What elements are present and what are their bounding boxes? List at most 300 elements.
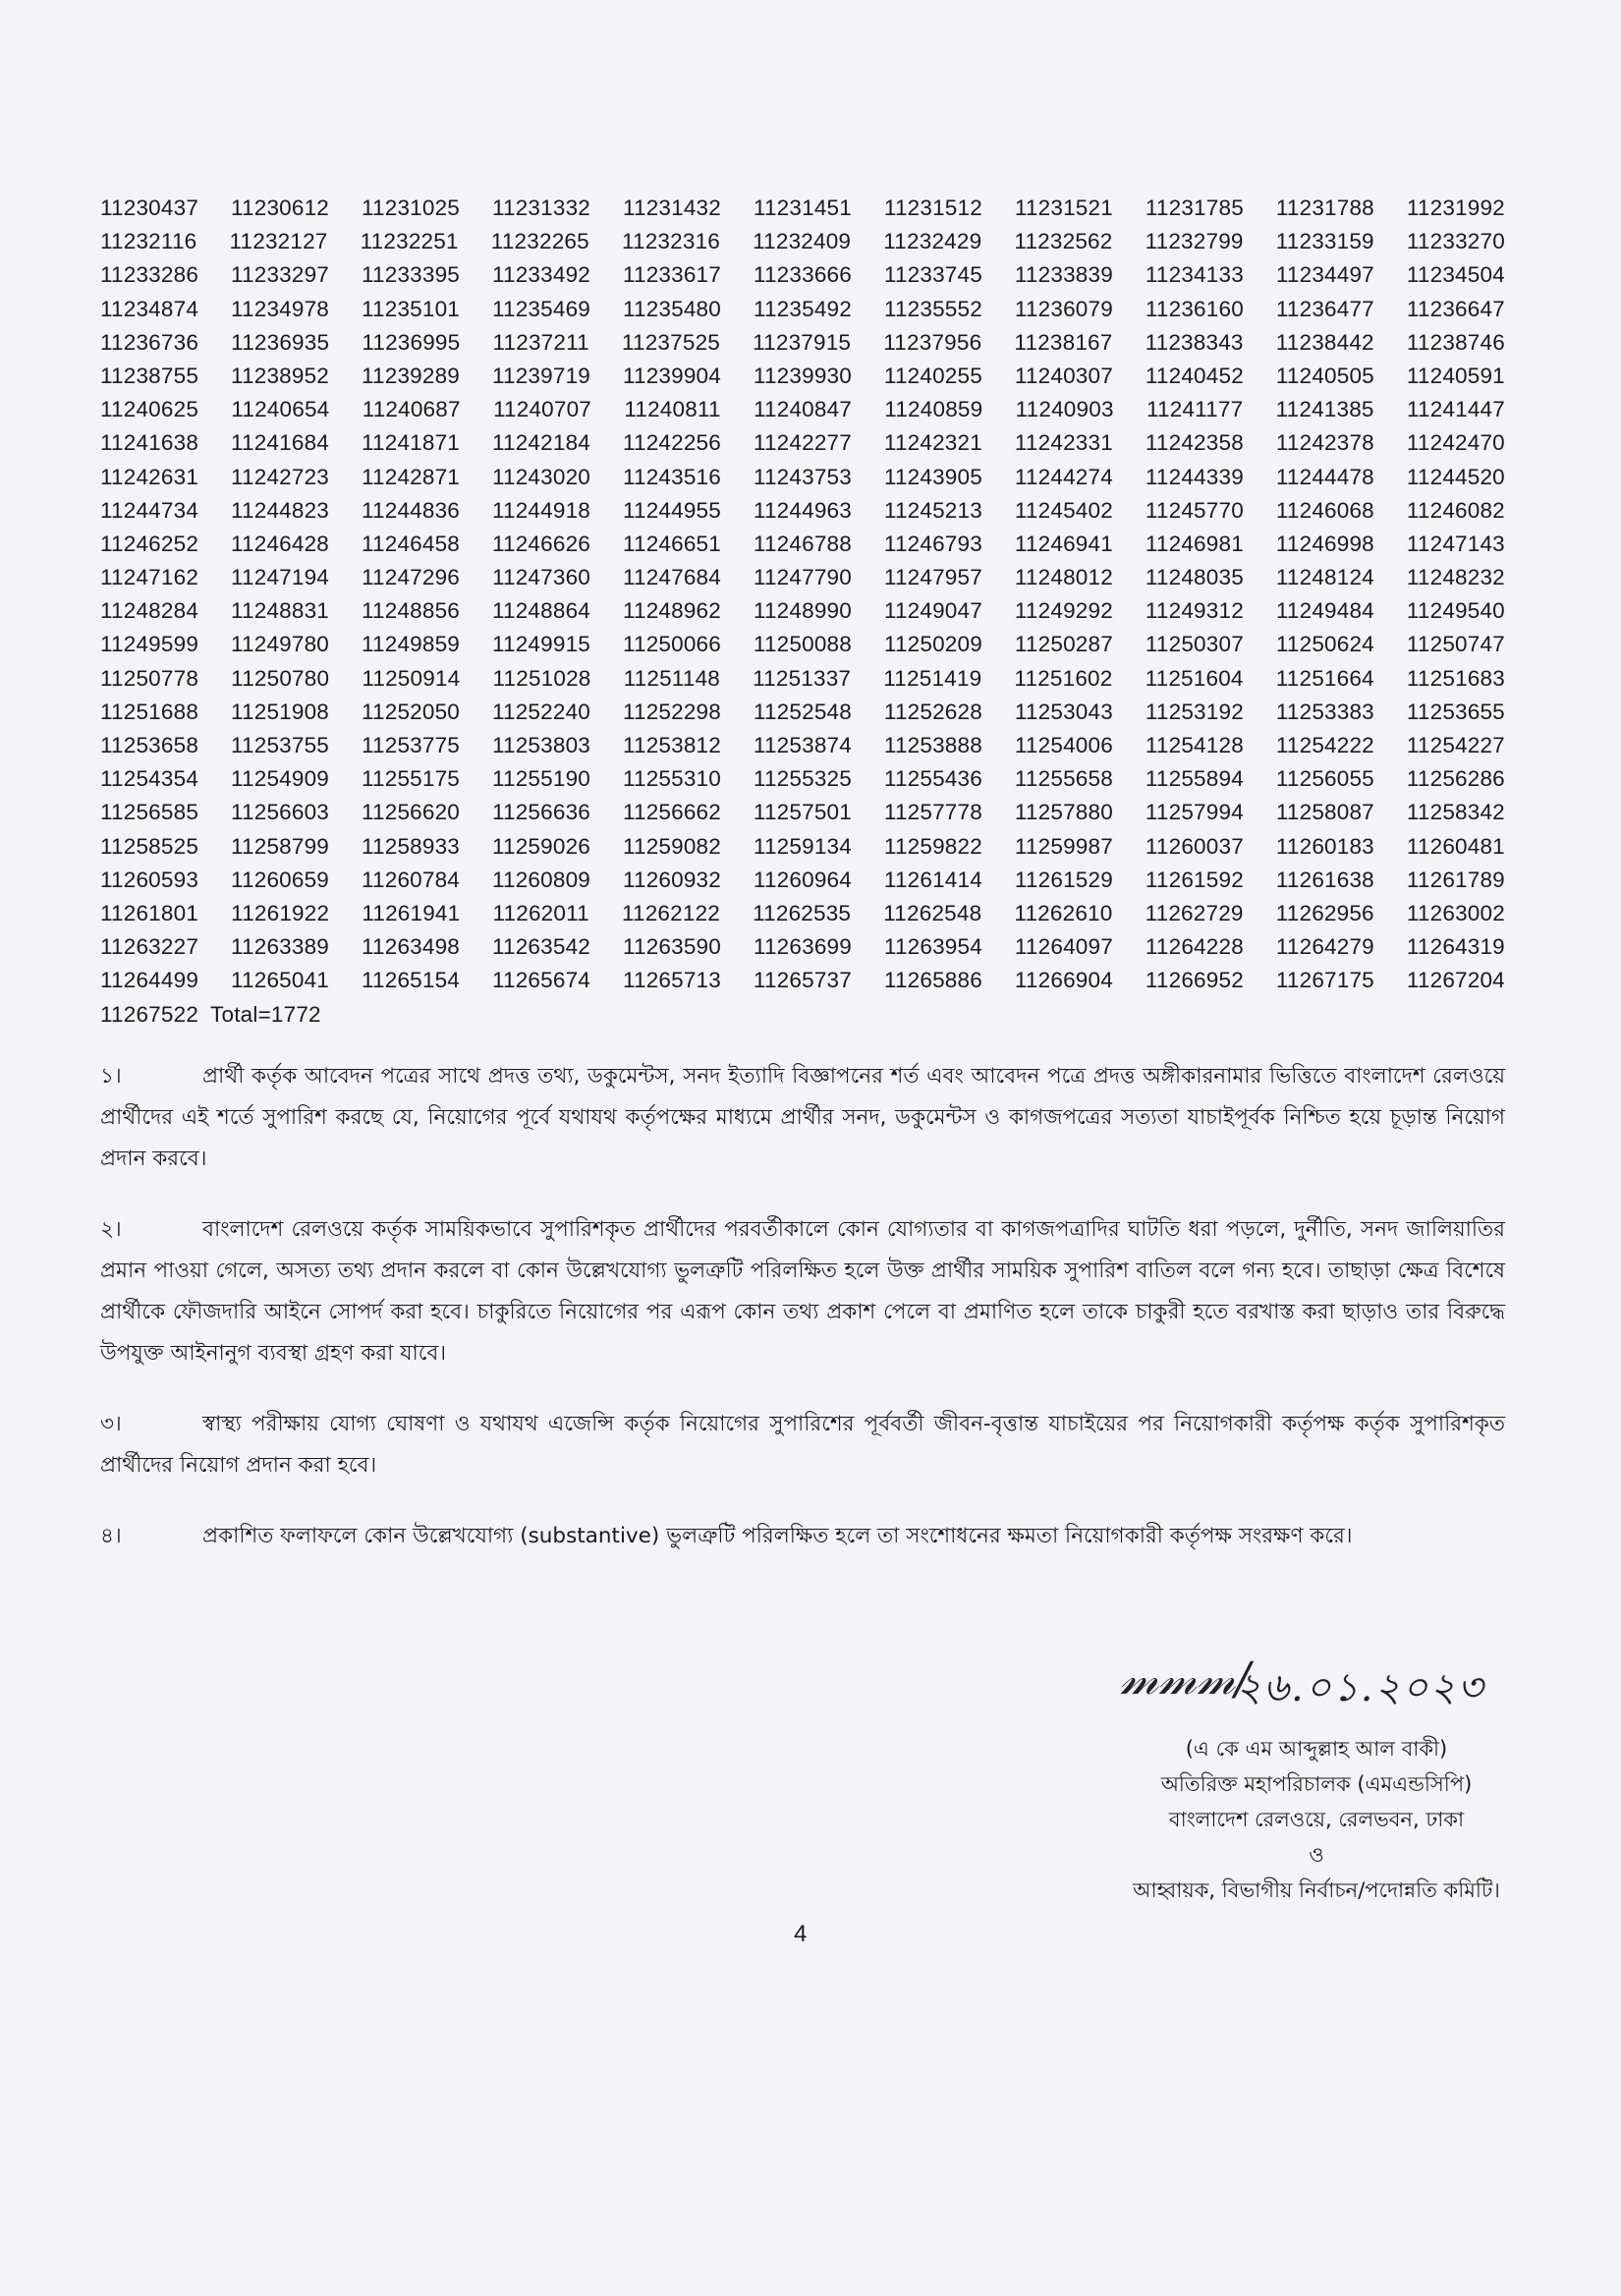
roll-number: 11259822 bbox=[883, 833, 982, 859]
roll-number: 11244836 bbox=[361, 497, 461, 523]
roll-number: 11236079 bbox=[1014, 296, 1113, 321]
roll-number: 11236935 bbox=[231, 329, 330, 355]
condition-text: স্বাস্থ্য পরীক্ষায় যোগ্য ঘোষণা ও যথাযথ এজেন্সি কর্তৃক নিয়োগের সুপারিশের পূর্ববর্তী জীবন-বৃত্তান্ত যাচাইয়ের পর নিয়োগকারী কর্তৃপক্ষ কর্তৃক সুপারিশকৃত প্রার্থীদের নিয়োগ প্রদান করা হবে। bbox=[100, 1412, 1505, 1478]
roll-number: 11261529 bbox=[1014, 867, 1113, 892]
roll-number: 11240707 bbox=[492, 397, 592, 422]
roll-number: 11245213 bbox=[883, 497, 982, 523]
roll-number: 11250624 bbox=[1275, 632, 1374, 657]
roll-number: 11265154 bbox=[361, 968, 461, 993]
roll-number: 11254006 bbox=[1014, 733, 1113, 757]
roll-number: 11247296 bbox=[361, 565, 461, 590]
roll-number: 11247143 bbox=[1406, 531, 1505, 556]
roll-number: 11253812 bbox=[622, 733, 721, 757]
roll-number: 11261789 bbox=[1406, 867, 1505, 892]
roll-number: 11251602 bbox=[1014, 665, 1113, 691]
roll-row bbox=[100, 528, 1505, 561]
roll-number: 11252548 bbox=[753, 699, 852, 724]
condition-number: ৩। bbox=[100, 1412, 122, 1436]
roll-number: 11246082 bbox=[1406, 497, 1505, 523]
roll-number: 11241871 bbox=[361, 430, 461, 456]
roll-row bbox=[100, 930, 1505, 964]
roll-number: 11233492 bbox=[491, 262, 590, 288]
roll-number: 11249312 bbox=[1145, 598, 1244, 624]
roll-number: 11262956 bbox=[1275, 900, 1374, 925]
roll-row bbox=[100, 864, 1505, 897]
roll-number: 11241638 bbox=[100, 430, 199, 456]
roll-number: 11250209 bbox=[883, 632, 982, 657]
roll-number: 11240847 bbox=[753, 397, 853, 422]
roll-number: 11256662 bbox=[622, 800, 721, 825]
roll-number: 11251683 bbox=[1406, 665, 1505, 691]
roll-number: 11248831 bbox=[230, 598, 330, 624]
roll-number: 11244823 bbox=[230, 497, 330, 523]
roll-number: 11255436 bbox=[883, 766, 982, 792]
roll-number: 11253755 bbox=[230, 733, 330, 757]
condition-item bbox=[100, 1209, 1505, 1374]
roll-number: 11249047 bbox=[883, 598, 982, 624]
roll-number: 11266952 bbox=[1145, 968, 1244, 993]
roll-number: 11246651 bbox=[622, 531, 721, 556]
roll-number: 11266904 bbox=[1014, 968, 1113, 993]
roll-number: 11235552 bbox=[883, 296, 982, 321]
roll-number: 11242378 bbox=[1275, 430, 1374, 456]
roll-number: 11253888 bbox=[883, 733, 982, 757]
roll-number: 11264279 bbox=[1275, 934, 1374, 960]
roll-number: 11233159 bbox=[1275, 229, 1374, 254]
roll-number: 11242256 bbox=[622, 430, 721, 456]
roll-number: 11244963 bbox=[753, 497, 852, 523]
roll-number: 11247684 bbox=[622, 565, 721, 590]
roll-number: 11253655 bbox=[1406, 699, 1505, 724]
roll-row bbox=[100, 293, 1505, 326]
roll-number: 11244339 bbox=[1145, 464, 1244, 489]
roll-row bbox=[100, 964, 1505, 997]
roll-number: 11231788 bbox=[1275, 196, 1374, 220]
roll-number: 11246252 bbox=[100, 531, 199, 556]
roll-number: 11250088 bbox=[753, 632, 852, 657]
roll-number: 11263590 bbox=[622, 934, 721, 960]
roll-number: 11237211 bbox=[492, 329, 589, 355]
roll-number: 11231521 bbox=[1014, 196, 1113, 220]
roll-number: 11238167 bbox=[1014, 329, 1113, 355]
roll-row bbox=[100, 796, 1505, 829]
roll-number: 11232409 bbox=[753, 229, 852, 254]
roll-number: 11256603 bbox=[230, 800, 330, 825]
roll-number: 11258342 bbox=[1406, 800, 1505, 825]
condition-number: ১। bbox=[100, 1064, 122, 1089]
roll-number: 11250914 bbox=[362, 665, 461, 691]
roll-number: 11249599 bbox=[100, 632, 199, 657]
roll-row bbox=[100, 258, 1505, 292]
roll-number: 11244918 bbox=[491, 497, 590, 523]
roll-number: 11250747 bbox=[1406, 632, 1505, 657]
roll-row bbox=[100, 729, 1505, 762]
roll-number: 11250780 bbox=[231, 665, 330, 691]
roll-number: 11248035 bbox=[1145, 565, 1244, 590]
roll-number: 11235480 bbox=[622, 296, 721, 321]
roll-number: 11257994 bbox=[1145, 800, 1244, 825]
roll-number: 11260809 bbox=[491, 867, 590, 892]
roll-number: 11240687 bbox=[362, 397, 461, 422]
signatory-office: বাংলাদেশ রেলওয়ে, রেলভবন, ঢাকা bbox=[1168, 1808, 1465, 1831]
condition-item bbox=[100, 1056, 1505, 1180]
roll-number: 11267175 bbox=[1275, 968, 1374, 993]
roll-number: 11258799 bbox=[230, 833, 330, 859]
roll-number: 11232265 bbox=[490, 229, 589, 254]
page-number: 4 bbox=[794, 1921, 808, 1947]
roll-row bbox=[100, 192, 1505, 225]
roll-number: 11234133 bbox=[1145, 262, 1244, 288]
roll-row bbox=[100, 696, 1505, 729]
condition-item bbox=[100, 1516, 1505, 1557]
signatory-name: (এ কে এম আব্দুল্লাহ আল বাকী) bbox=[1185, 1737, 1448, 1761]
roll-number: 11240307 bbox=[1014, 363, 1113, 388]
roll-number: 11250307 bbox=[1145, 632, 1244, 657]
roll-number: 11238343 bbox=[1145, 329, 1244, 355]
roll-number: 11249540 bbox=[1406, 598, 1505, 624]
roll-number: 11246998 bbox=[1275, 531, 1374, 556]
roll-number: 11260964 bbox=[753, 867, 852, 892]
roll-number: 11256620 bbox=[361, 800, 461, 825]
roll-row bbox=[100, 326, 1505, 360]
roll-number: 11239904 bbox=[622, 363, 721, 388]
roll-number: 11236160 bbox=[1145, 296, 1244, 321]
roll-number: 11263699 bbox=[753, 934, 852, 960]
roll-number: 11256636 bbox=[491, 800, 590, 825]
roll-number: 11263954 bbox=[883, 934, 982, 960]
roll-number: 11248990 bbox=[753, 598, 852, 624]
roll-number: 11231512 bbox=[883, 196, 982, 220]
roll-number: 11263498 bbox=[361, 934, 461, 960]
roll-number: 11233286 bbox=[100, 262, 199, 288]
roll-number: 11230612 bbox=[230, 196, 330, 220]
roll-number: 11236995 bbox=[362, 329, 461, 355]
roll-number: 11234874 bbox=[100, 296, 199, 321]
roll-row bbox=[100, 662, 1505, 696]
roll-number: 11248962 bbox=[622, 598, 721, 624]
roll-number: 11265041 bbox=[230, 968, 330, 993]
roll-number: 11260481 bbox=[1406, 833, 1505, 859]
roll-number: 11247957 bbox=[883, 565, 982, 590]
roll-number: 11233617 bbox=[622, 262, 721, 288]
roll-number: 11233395 bbox=[361, 262, 461, 288]
roll-number: 11261592 bbox=[1145, 867, 1244, 892]
roll-row bbox=[100, 762, 1505, 796]
roll-number: 11262548 bbox=[883, 900, 982, 925]
roll-number: 11263002 bbox=[1406, 900, 1505, 925]
roll-number: 11265886 bbox=[883, 968, 982, 993]
roll-number: 11264228 bbox=[1145, 934, 1244, 960]
roll-number: 11255894 bbox=[1145, 766, 1244, 792]
roll-number: 11249859 bbox=[361, 632, 461, 657]
roll-row bbox=[100, 561, 1505, 594]
roll-number: 11262122 bbox=[621, 900, 720, 925]
roll-number: 11232316 bbox=[621, 229, 720, 254]
roll-number: 11232251 bbox=[360, 229, 459, 254]
roll-number: 11248856 bbox=[361, 598, 461, 624]
roll-number: 11237525 bbox=[621, 329, 720, 355]
roll-number: 11242358 bbox=[1145, 430, 1244, 456]
roll-number: 11233270 bbox=[1406, 229, 1505, 254]
roll-number: 11255658 bbox=[1014, 766, 1113, 792]
roll-number: 11262610 bbox=[1014, 900, 1113, 925]
roll-number: 11248012 bbox=[1014, 565, 1113, 590]
roll-number: 11244734 bbox=[100, 497, 199, 523]
roll-number: 11232429 bbox=[883, 229, 982, 254]
roll-number: 11242631 bbox=[100, 464, 199, 489]
roll-number: 11246458 bbox=[361, 531, 461, 556]
condition-text: প্রকাশিত ফলাফলে কোন উল্লেখযোগ্য (substantive) ভুলত্রুটি পরিলক্ষিত হলে তা সংশোধনের ক্ষমতা নিয়োগকারী কর্তৃপক্ষ সংরক্ষণ করে। bbox=[202, 1524, 1353, 1548]
signature-date: ২৬.০১.২০২৩ bbox=[1236, 1665, 1485, 1710]
roll-number: 11243516 bbox=[622, 464, 721, 489]
handwritten-signature bbox=[1081, 1652, 1552, 1731]
roll-number: 11253874 bbox=[753, 733, 852, 757]
roll-number: 11250287 bbox=[1014, 632, 1113, 657]
roll-number: 11254354 bbox=[100, 766, 199, 792]
roll-number: 11240255 bbox=[883, 363, 982, 388]
roll-number: 11254128 bbox=[1145, 733, 1244, 757]
roll-number: 11253775 bbox=[361, 733, 461, 757]
roll-number: 11236647 bbox=[1406, 296, 1505, 321]
roll-number: 11260183 bbox=[1275, 833, 1374, 859]
roll-number: 11236736 bbox=[100, 329, 199, 355]
total-count: Total=1772 bbox=[210, 1001, 321, 1027]
roll-number: 11246626 bbox=[491, 531, 590, 556]
roll-number: 11247360 bbox=[491, 565, 590, 590]
roll-number: 11264319 bbox=[1406, 934, 1505, 960]
condition-text: প্রার্থী কর্তৃক আবেদন পত্রের সাথে প্রদত্ত তথ্য, ডকুমেন্টস, সনদ ইত্যাদি বিজ্ঞাপনের শর্ত এবং আবেদন পত্রে প্রদত্ত অঙ্গীকারনামার ভিত্তিতে বাংলাদেশ রেলওয়ে প্রার্থীদের এই শর্তে সুপারিশ করছে যে, নিয়োগের পূর্বে যথাযথ কর্তৃপক্ষের মাধ্যমে প্রার্থীর সনদ, ডকুমেন্টস ও কাগজপত্রের সত্যতা যাচাইপূর্বক নিশ্চিত হয়ে চূড়ান্ত নিয়োগ প্রদান করবে। bbox=[100, 1064, 1505, 1171]
roll-number: 11255310 bbox=[622, 766, 721, 792]
roll-number: 11232799 bbox=[1145, 229, 1244, 254]
roll-number: 11263389 bbox=[230, 934, 330, 960]
roll-number: 11260932 bbox=[622, 867, 721, 892]
roll-number: 11238755 bbox=[100, 363, 199, 388]
roll-number: 11251664 bbox=[1275, 665, 1374, 691]
roll-number: 11240452 bbox=[1145, 363, 1244, 388]
roll-number: 11242184 bbox=[491, 430, 590, 456]
roll-number: 11251148 bbox=[623, 665, 720, 691]
roll-number: 11246941 bbox=[1014, 531, 1113, 556]
roll-number: 11261414 bbox=[883, 867, 982, 892]
roll-number: 11231025 bbox=[361, 196, 461, 220]
roll-row bbox=[100, 998, 1505, 1032]
roll-number: 11242331 bbox=[1014, 430, 1113, 456]
roll-number: 11251604 bbox=[1145, 665, 1244, 691]
roll-number: 11267204 bbox=[1406, 968, 1505, 993]
roll-number: 11260784 bbox=[361, 867, 461, 892]
signature-scrawl-icon: 𝓂𝓂𝓂/ bbox=[1120, 1652, 1251, 1705]
roll-number: 11251337 bbox=[753, 665, 852, 691]
roll-number: 11237915 bbox=[753, 329, 852, 355]
roll-number: 11234504 bbox=[1406, 262, 1505, 288]
roll-number: 11233666 bbox=[753, 262, 852, 288]
roll-number: 11253803 bbox=[491, 733, 590, 757]
roll-number: 11259026 bbox=[491, 833, 590, 859]
roll-number: 11258933 bbox=[361, 833, 461, 859]
roll-number: 11242723 bbox=[230, 464, 330, 489]
roll-number: 11246068 bbox=[1275, 497, 1374, 523]
roll-number: 11235101 bbox=[361, 296, 461, 321]
roll-number: 11254227 bbox=[1406, 733, 1505, 757]
roll-number: 11250066 bbox=[622, 632, 721, 657]
roll-row bbox=[100, 461, 1505, 494]
roll-number: 11257501 bbox=[753, 800, 852, 825]
roll-number: 11254222 bbox=[1275, 733, 1374, 757]
roll-row bbox=[100, 897, 1505, 930]
roll-number: 11241684 bbox=[230, 430, 330, 456]
roll-number: 11259987 bbox=[1014, 833, 1113, 859]
roll-number: 11231992 bbox=[1406, 196, 1505, 220]
roll-number: 11248124 bbox=[1275, 565, 1374, 590]
roll-number: 11242871 bbox=[361, 464, 461, 489]
roll-number: 11254909 bbox=[230, 766, 330, 792]
roll-number: 11250778 bbox=[100, 665, 199, 691]
roll-number: 11231785 bbox=[1145, 196, 1244, 220]
condition-text: বাংলাদেশ রেলওয়ে কর্তৃক সাময়িকভাবে সুপারিশকৃত প্রার্থীদের পরবর্তীকালে কোন যোগ্যতার বা কাগজপত্রাদির ঘাটতি ধরা পড়লে, দুর্নীতি, সনদ জালিয়াতির প্রমান পাওয়া গেলে, অসত্য তথ্য প্রদান করলে বা কোন উল্লেখযোগ্য ভুলত্রুটি পরিলক্ষিত হলে উক্ত প্রার্থীর সাময়িক সুপারিশ বাতিল বলে গন্য হবে। তাছাড়া ক্ষেত্র বিশেষে প্রার্থীকে ফৌজদারি আইনে সোপর্দ করা হবে। চাকুরিতে নিয়োগের পর এরূপ কোন তথ্য প্রকাশ পেলে বা প্রমাণিত হলে তাকে চাকুরী হতে বরখাস্ত করা ছাড়াও তার বিরুদ্ধে উপযুক্ত আইনানুগ ব্যবস্থা গ্রহণ করা যাবে। bbox=[100, 1217, 1505, 1366]
roll-number: 11253658 bbox=[100, 733, 199, 757]
roll-number: 11236477 bbox=[1275, 296, 1374, 321]
roll-number: 11267522 bbox=[100, 1001, 199, 1027]
roll-number: 11248232 bbox=[1406, 565, 1505, 590]
roll-row bbox=[100, 594, 1505, 628]
condition-item bbox=[100, 1404, 1505, 1486]
roll-number: 11233745 bbox=[883, 262, 982, 288]
roll-number: 11240591 bbox=[1406, 363, 1505, 388]
roll-row bbox=[100, 426, 1505, 460]
roll-number: 11252628 bbox=[883, 699, 982, 724]
roll-number-list bbox=[100, 192, 1505, 1032]
roll-number: 11245770 bbox=[1145, 497, 1244, 523]
roll-row bbox=[100, 628, 1505, 661]
roll-number: 11238746 bbox=[1406, 329, 1505, 355]
roll-row bbox=[100, 393, 1505, 426]
roll-number: 11260593 bbox=[100, 867, 199, 892]
roll-number: 11242277 bbox=[753, 430, 852, 456]
signatory-committee: আহ্বায়ক, বিভাগীয় নির্বাচন/পদোন্নতি কমিটি। bbox=[1133, 1878, 1500, 1902]
roll-number: 11243020 bbox=[491, 464, 590, 489]
roll-number: 11232127 bbox=[229, 229, 328, 254]
roll-number: 11255175 bbox=[361, 766, 461, 792]
roll-number: 11246788 bbox=[753, 531, 852, 556]
signature-block bbox=[1081, 1652, 1552, 1908]
roll-number: 11231451 bbox=[753, 196, 852, 220]
roll-number: 11246793 bbox=[883, 531, 982, 556]
roll-number: 11264097 bbox=[1014, 934, 1113, 960]
roll-number: 11244520 bbox=[1406, 464, 1505, 489]
roll-number: 11251688 bbox=[100, 699, 199, 724]
roll-row bbox=[100, 225, 1505, 258]
roll-number: 11245402 bbox=[1014, 497, 1113, 523]
roll-number: 11244274 bbox=[1014, 464, 1113, 489]
roll-number: 11265737 bbox=[753, 968, 852, 993]
roll-number: 11234497 bbox=[1275, 262, 1374, 288]
roll-number: 11257778 bbox=[883, 800, 982, 825]
roll-number: 11261922 bbox=[231, 900, 330, 925]
roll-number: 11256585 bbox=[100, 800, 199, 825]
roll-number: 11237956 bbox=[883, 329, 982, 355]
roll-number: 11256286 bbox=[1406, 766, 1505, 792]
signatory-designation: অতিরিক্ত মহাপরিচালক (এমএন্ডসিপি) bbox=[1160, 1772, 1473, 1796]
roll-row bbox=[100, 830, 1505, 864]
roll-number: 11265674 bbox=[491, 968, 590, 993]
roll-number: 11243905 bbox=[883, 464, 982, 489]
roll-number: 11244955 bbox=[622, 497, 721, 523]
roll-number: 11233839 bbox=[1014, 262, 1113, 288]
roll-number: 11241447 bbox=[1406, 397, 1505, 422]
roll-number: 11253192 bbox=[1145, 699, 1244, 724]
roll-number: 11230437 bbox=[100, 196, 199, 220]
roll-number: 11239289 bbox=[361, 363, 461, 388]
roll-number: 11239719 bbox=[491, 363, 590, 388]
roll-number: 11231332 bbox=[491, 196, 590, 220]
roll-number: 11261801 bbox=[100, 900, 199, 925]
roll-number: 11244478 bbox=[1275, 464, 1374, 489]
roll-number: 11255190 bbox=[491, 766, 590, 792]
roll-number: 11262535 bbox=[753, 900, 852, 925]
roll-number: 11261941 bbox=[362, 900, 461, 925]
roll-number: 11243753 bbox=[753, 464, 852, 489]
roll-number: 11263542 bbox=[491, 934, 590, 960]
roll-number: 11252050 bbox=[361, 699, 461, 724]
roll-number: 11252298 bbox=[622, 699, 721, 724]
roll-number: 11262729 bbox=[1145, 900, 1244, 925]
roll-number: 11249915 bbox=[491, 632, 590, 657]
roll-number: 11234978 bbox=[230, 296, 330, 321]
roll-row bbox=[100, 360, 1505, 393]
roll-number: 11240903 bbox=[1015, 397, 1114, 422]
roll-number: 11249292 bbox=[1014, 598, 1113, 624]
condition-number: ৪। bbox=[100, 1524, 122, 1548]
roll-number: 11251028 bbox=[492, 665, 591, 691]
roll-number: 11255325 bbox=[753, 766, 852, 792]
roll-number: 11249780 bbox=[230, 632, 330, 657]
roll-number: 11238442 bbox=[1275, 329, 1374, 355]
roll-number: 11262011 bbox=[492, 900, 589, 925]
roll-number: 11241177 bbox=[1146, 397, 1244, 422]
roll-number: 11252240 bbox=[491, 699, 590, 724]
roll-number: 11260037 bbox=[1145, 833, 1244, 859]
roll-number: 11235492 bbox=[753, 296, 852, 321]
roll-number: 11240625 bbox=[100, 397, 199, 422]
roll-number: 11232116 bbox=[100, 229, 197, 254]
roll-number: 11264499 bbox=[100, 968, 199, 993]
roll-number: 11240654 bbox=[231, 397, 330, 422]
roll-number: 11257880 bbox=[1014, 800, 1113, 825]
roll-number: 11253383 bbox=[1275, 699, 1374, 724]
roll-number: 11247162 bbox=[100, 565, 199, 590]
roll-number: 11256055 bbox=[1275, 766, 1374, 792]
roll-number: 11248284 bbox=[100, 598, 199, 624]
roll-number: 11233297 bbox=[230, 262, 330, 288]
roll-number: 11246981 bbox=[1145, 531, 1244, 556]
roll-number: 11240811 bbox=[624, 397, 721, 422]
roll-number: 11240859 bbox=[884, 397, 983, 422]
roll-number: 11258087 bbox=[1275, 800, 1374, 825]
roll-number: 11249484 bbox=[1275, 598, 1374, 624]
roll-row bbox=[100, 494, 1505, 528]
roll-number: 11261638 bbox=[1275, 867, 1374, 892]
roll-number: 11235469 bbox=[491, 296, 590, 321]
roll-number: 11242321 bbox=[883, 430, 982, 456]
condition-number: ২। bbox=[100, 1217, 122, 1242]
roll-number: 11232562 bbox=[1014, 229, 1113, 254]
roll-number: 11258525 bbox=[100, 833, 199, 859]
roll-number: 11231432 bbox=[622, 196, 721, 220]
roll-number: 11246428 bbox=[230, 531, 330, 556]
roll-number: 11259082 bbox=[622, 833, 721, 859]
roll-number: 11240505 bbox=[1275, 363, 1374, 388]
roll-number: 11265713 bbox=[622, 968, 721, 993]
